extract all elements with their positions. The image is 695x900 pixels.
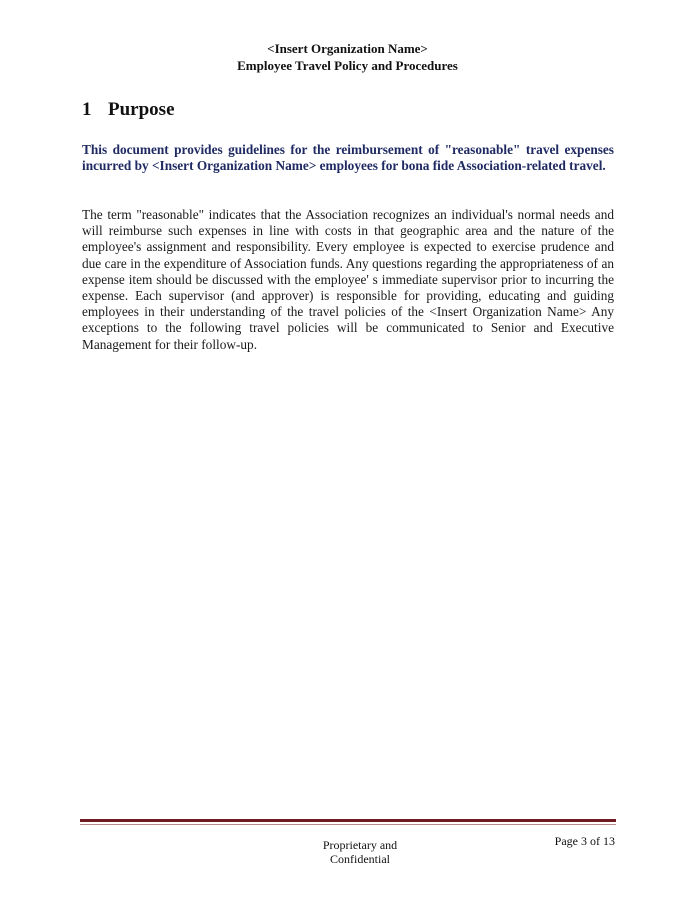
header-organization-name: <Insert Organization Name> (267, 41, 428, 56)
footer-divider-thick (80, 819, 616, 822)
footer-confidentiality-line2: Confidential (330, 852, 390, 866)
intro-paragraph: This document provides guidelines for the reimbursement of "reasonable" travel expenses incurred by <Insert Organization Name> employees for bona fide Association-related travel. (82, 142, 614, 174)
footer-divider (80, 819, 616, 826)
footer-confidentiality-line1: Proprietary and (322, 838, 398, 852)
page-header (0, 40, 695, 74)
section-heading (82, 99, 175, 121)
section-title: Purpose (108, 99, 175, 120)
body-paragraph: The term "reasonable" indicates that the Association recognizes an individual's normal needs and will reimburse such expenses in line with costs in that geographic area and the nature of the employee's assignment and responsibility. Every employee is expected to exercise prudence and due care in the expenditure of Association funds. Any questions regarding the appropriateness of an expense item should be discussed with the employee' s immediate supervisor prior to incurring the expense. Each supervisor (and approver) is responsible for providing, educating and guiding employees in their understanding of the travel policies of the <Insert Organization Name> Any exceptions to the following travel policies will be communicated to Senior and Executive Management for their follow-up. (82, 207, 614, 352)
header-document-title: Employee Travel Policy and Procedures (237, 58, 458, 73)
footer-confidentiality (295, 838, 425, 866)
page-number: Page 3 of 13 (554, 834, 615, 848)
footer-divider-thin (80, 824, 616, 825)
section-number: 1 (82, 99, 92, 120)
